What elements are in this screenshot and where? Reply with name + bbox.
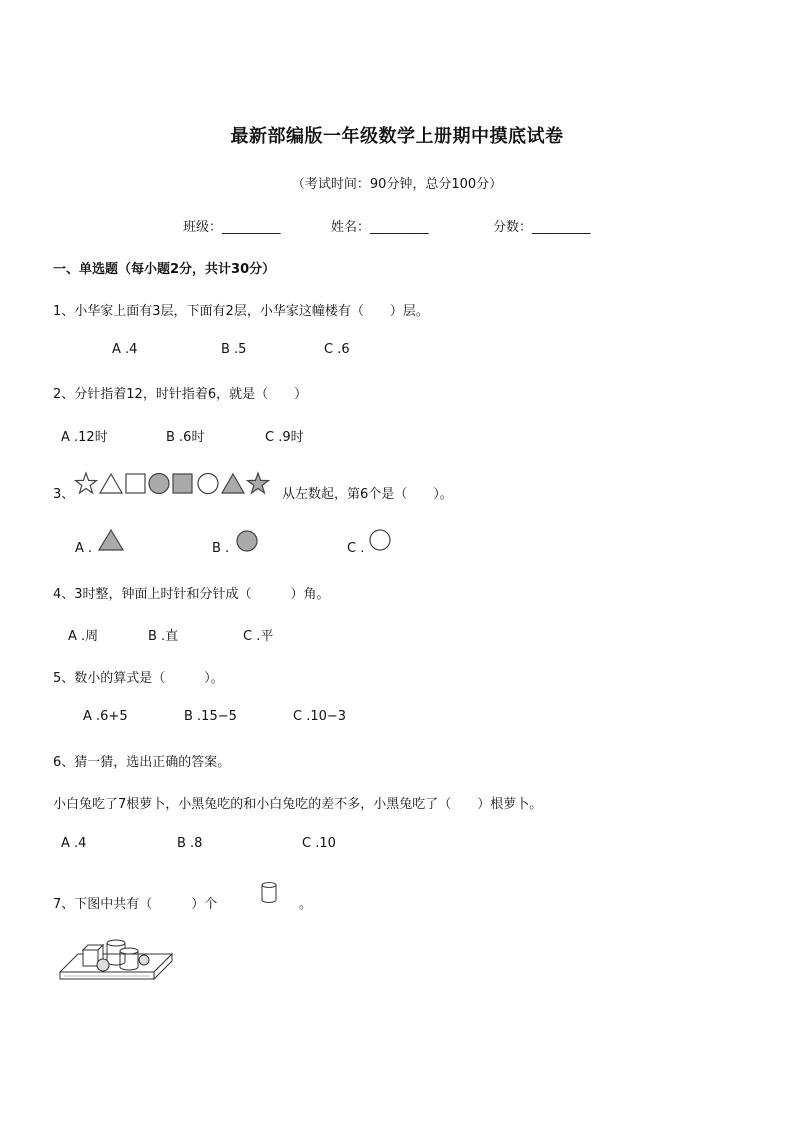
q3-option-c-circle [369, 529, 393, 553]
sphere-shape [97, 959, 109, 971]
class-field: 班级：_________ [183, 220, 281, 235]
square-filled-shape [173, 474, 192, 493]
question-2: 2、分针指着12，时针指着6，就是（ ） [53, 387, 308, 402]
q5-option-a: A .6+5 [83, 709, 128, 724]
section-heading: 一、单选题（每小题2分，共计30分） [53, 262, 276, 277]
square-outline-shape [126, 474, 145, 493]
question-5: 5、数小的算式是（ ）。 [53, 671, 224, 686]
question-7: 7、下图中共有（ ）个 [53, 897, 218, 912]
q5-option-c: C .10−3 [293, 709, 347, 724]
cylinder-icon [260, 881, 280, 905]
q2-option-a: A .12时 [61, 430, 108, 445]
q3-option-b-circle [236, 530, 260, 554]
q2-option-b: B .6时 [166, 430, 205, 445]
q1-option-a: A .4 [112, 342, 138, 357]
question-4: 4、3时整，钟面上时针和分针成（ ）角。 [53, 587, 330, 602]
q1-option-c: C .6 [324, 342, 350, 357]
q4-option-a: A .周 [68, 629, 99, 644]
question-6: 6、猜一猜，选出正确的答案。 [53, 755, 231, 770]
sphere-shape-2 [139, 955, 149, 965]
cube-shape [83, 950, 98, 966]
cylinder-shape [107, 940, 125, 946]
question-7-suffix: 。 [299, 897, 313, 912]
q5-option-b: B .15−5 [184, 709, 237, 724]
star-outline-shape [76, 473, 97, 493]
q6-option-c: C .10 [302, 836, 336, 851]
q3-option-a: A . [75, 541, 93, 556]
solids-figure [58, 936, 176, 986]
cylinder-shape-2 [120, 948, 138, 954]
board-front [60, 972, 154, 979]
q1-option-b: B .5 [221, 342, 247, 357]
question-3: 从左数起，第6个是（ ）。 [282, 487, 453, 502]
circle-outline-shape [198, 474, 218, 494]
q6-option-a: A .4 [61, 836, 87, 851]
page-title: 最新部编版一年级数学上册期中摸底试卷 [230, 126, 564, 147]
name-field: 姓名：_________ [331, 220, 429, 235]
shape-sequence [74, 471, 274, 497]
circle-filled-shape [149, 474, 169, 494]
q4-option-c: C .平 [243, 629, 274, 644]
q6-option-b: B .8 [177, 836, 203, 851]
q3-option-c: C . [347, 541, 365, 556]
question-6-detail: 小白兔吃了7根萝卜，小黑兔吃的和小白兔吃的差不多，小黑兔吃了（ ）根萝卜。 [53, 797, 543, 812]
score-field: 分数：_________ [493, 220, 591, 235]
q3-option-a-triangle [98, 528, 126, 552]
star-filled-shape [248, 473, 269, 493]
triangle-outline-shape [100, 474, 122, 493]
q3-option-b: B . [212, 541, 230, 556]
triangle-filled-shape [222, 474, 244, 493]
exam-subtitle: （考试时间：90分钟，总分100分） [291, 177, 503, 192]
question-3-number: 3、 [53, 487, 75, 502]
q4-option-b: B .直 [148, 629, 179, 644]
question-1: 1、小华家上面有3层，下面有2层，小华家这幢楼有（ ）层。 [53, 304, 429, 319]
q2-option-c: C .9时 [265, 430, 304, 445]
